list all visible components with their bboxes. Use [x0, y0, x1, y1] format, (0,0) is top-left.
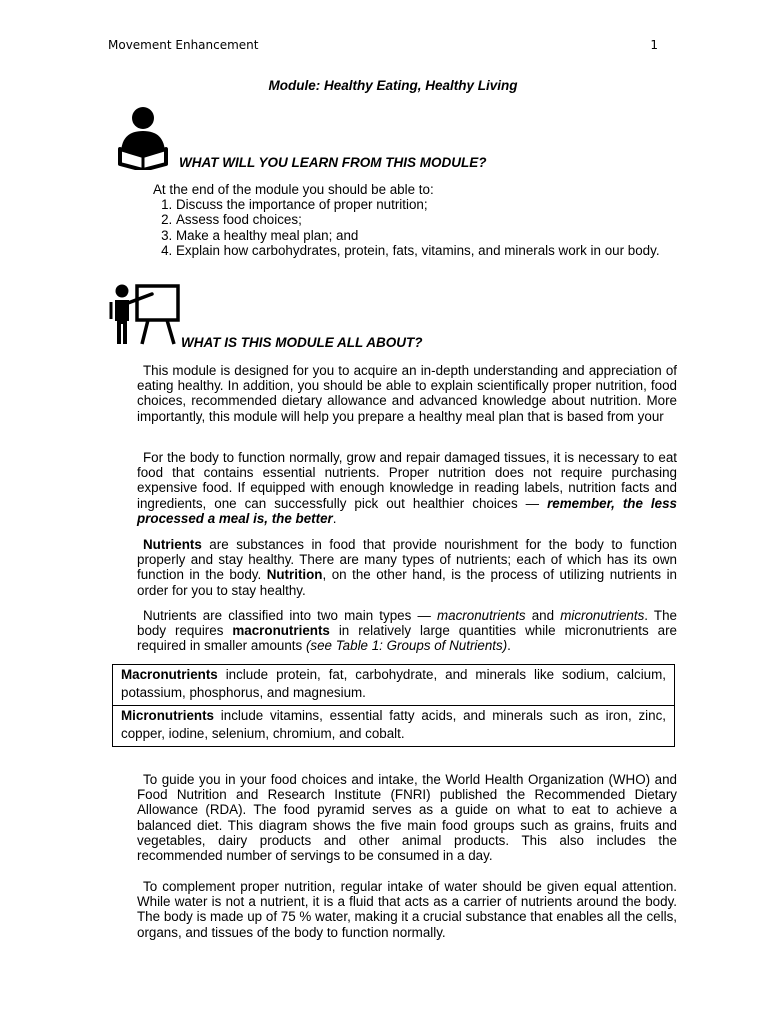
list-item: 1. Discuss the importance of proper nutrition; [176, 197, 677, 212]
about-paragraph-2 [137, 450, 677, 526]
paragraph-text: , on the other hand, is the process of utilizing nutrients in order for you to stay healthy. [137, 567, 677, 598]
teacher-at-board-icon [108, 283, 184, 345]
paragraph-text: and [525, 608, 561, 623]
list-item: 3. Make a healthy meal plan; and [176, 228, 677, 243]
paragraph-end: . [332, 510, 337, 526]
about-paragraph-4 [137, 608, 677, 654]
term-nutrients: Nutrients [143, 537, 202, 552]
table-term: Macronutrients [121, 667, 218, 682]
term-nutrition: Nutrition [266, 567, 323, 583]
paragraph-text: This module is designed for you to acquire an in-depth understanding and appreciation of eating healthy. In addition, you should be able to explain scientifically proper nutrition, food choices, recommended dietary allowance and advanced knowledge about nutrition. More importantly, this module will help you prepare a healthy meal plan that is based from your [137, 363, 677, 424]
list-item: 2. Assess food choices; [176, 212, 677, 227]
paragraph-text: To guide you in your food choices and intake, the World Health Organization (WHO) and Food Nutrition and Research Institute (FNRI) published the Recommended Dietary Allowance (RDA). The food pyramid serves as a guide on what to eat to achieve a balanced diet. This diagram shows the five main food groups such as grains, fruits and vegetables, dairy products and other animal products. This also includes the recommended number of servings to be consumed in a day. [137, 772, 677, 864]
table-text: include vitamins, essential fatty acids, and minerals such as iron, zinc, copper, iodine, selenium, chromium, and cobalt. [121, 708, 666, 741]
term-macronutrients-italic: macronutrients [436, 608, 526, 623]
term-macronutrients-bold: macronutrients [232, 623, 330, 639]
about-section-heading: WHAT IS THIS MODULE ALL ABOUT? [181, 335, 423, 350]
paragraph-text: To complement proper nutrition, regular intake of water should be given equal attention. While water is not a nutrient, it is a fluid that acts as a carrier of nutrients around the body. The body is made up of 75 % water, making it a crucial substance that enables all the cells, organs, and tissues of the body to function normally. [137, 879, 677, 940]
water-paragraph [137, 879, 677, 940]
objectives-list [153, 182, 677, 258]
table-row [113, 665, 674, 705]
objectives-intro: At the end of the module you should be able to: [153, 182, 434, 197]
table-term: Micronutrients [121, 708, 214, 723]
paragraph-end: . [507, 638, 511, 654]
about-paragraph-3 [137, 537, 677, 598]
page-number: 1 [650, 38, 658, 52]
emphasis-text: remember, the less processed a meal is, the better [137, 495, 677, 526]
learn-section-heading: WHAT WILL YOU LEARN FROM THIS MODULE? [179, 155, 487, 170]
paragraph-text: For the body to function normally, grow and repair damaged tissues, it is necessary to eat food that contains essential nutrients. Proper nutrition does not require purchasing expensive food. If equipped with enough knowledge in reading labels, nutrition facts and ingredients, one can successfully pick out healthier choices — [137, 450, 677, 511]
paragraph-text: . The body requires [137, 608, 677, 639]
rda-paragraph [137, 772, 677, 863]
module-title: Module: Healthy Eating, Healthy Living [268, 78, 518, 93]
about-paragraph-1 [137, 363, 677, 424]
page-header [108, 38, 658, 52]
paragraph-text: in relatively large quantities while micronutrients are required in smaller amounts [137, 623, 678, 654]
term-micronutrients-italic: micronutrients [560, 608, 645, 623]
reading-person-icon [113, 104, 177, 170]
table-row [113, 705, 674, 746]
paragraph-text: are substances in food that provide nourishment for the body to function properly and stay healthy. There are many types of nutrients; each of which has its own function in the body. [137, 537, 677, 583]
list-item: 4. Explain how carbohydrates, protein, fats, vitamins, and minerals work in our body. [176, 243, 677, 258]
table-reference: (see Table 1: Groups of Nutrients) [305, 638, 508, 654]
table-text: include protein, fat, carbohydrate, and minerals like sodium, calcium, potassium, phosphorus, and magnesium. [121, 667, 666, 700]
paragraph-text: Nutrients are classified into two main types — [143, 608, 437, 623]
course-name: Movement Enhancement [108, 38, 259, 52]
nutrient-groups-table [112, 664, 675, 747]
